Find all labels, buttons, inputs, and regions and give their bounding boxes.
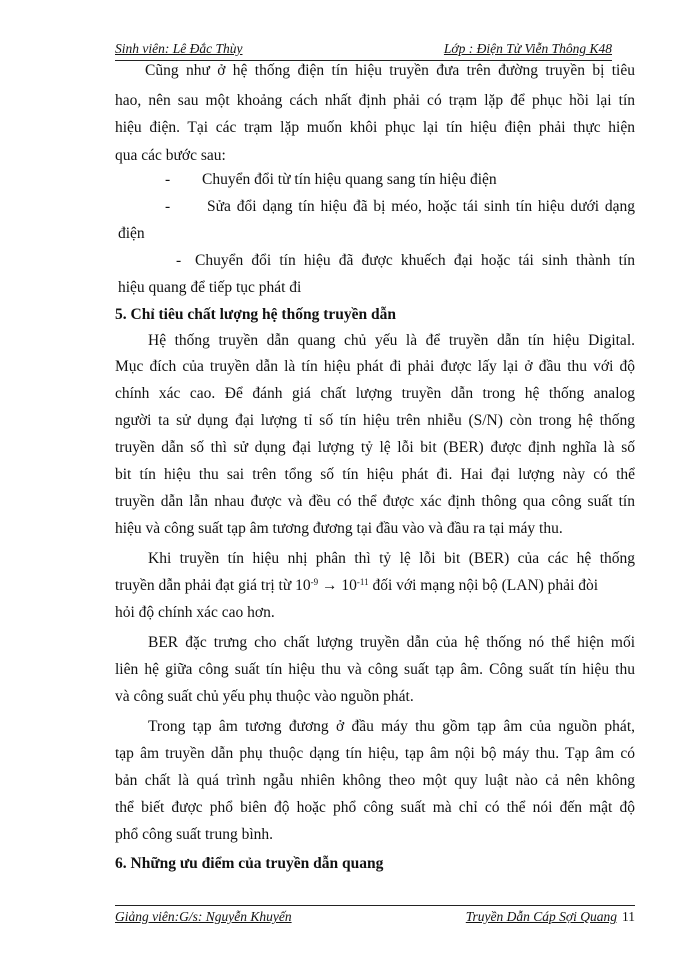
section-heading-5: 5. Chỉ tiêu chất lượng hệ thống truyền dẫn	[115, 306, 396, 323]
p1-line-1: Cũng như ở hệ thống điện tín hiệu truyền đưa trên đường truyền bị tiêu	[145, 62, 635, 79]
header-class: Lớp : Điện Tử Viễn Thông K48	[443, 41, 612, 56]
section-heading-6: 6. Những ưu điểm của truyền dẫn quang	[115, 855, 384, 872]
exponent-2: -11	[356, 577, 369, 587]
p3-line-2	[115, 577, 635, 595]
p3-arrow: → 10	[318, 577, 357, 594]
p5-line-1: Trong tạp âm tương đương ở đầu máy thu gồm tạp âm của nguồn phát,	[148, 718, 635, 735]
exponent-1: -9	[310, 577, 319, 587]
page-header	[115, 40, 612, 61]
p2-line-4: người ta sử dụng đại lượng tỉ số tín hiệu trên nhiễu (S/N) còn trong hệ thống	[115, 412, 635, 429]
p5-line-3: bản chất là quá trình ngẫu nhiên không theo một quy luật nào cả nên không	[115, 772, 635, 789]
bullet-2: Sửa đổi dạng tín hiệu đã bị méo, hoặc tái sinh tín hiệu dưới dạng	[207, 198, 635, 215]
footer-lecturer: Giảng viên:G/s: Nguyễn Khuyến	[115, 909, 292, 924]
p5-line-2: tạp âm truyền dẫn phụ thuộc dạng tín hiệu, tạp âm nội bộ máy thu. Tạp âm có	[115, 745, 635, 762]
p2-line-3: chính xác cao. Để đánh giá chất lượng truyền dẫn trong hệ thống analog	[115, 385, 635, 402]
bullet-1: Chuyển đổi từ tín hiệu quang sang tín hiệu điện	[202, 171, 497, 188]
p2-line-7: truyền dẫn lẫn nhau được và đều có thể được xác định thông qua công suất tín	[115, 493, 635, 510]
p3-line-2-b: đối với mạng nội bộ (LAN) phải đòi	[368, 577, 599, 594]
bullet-dash-2: -	[165, 198, 171, 215]
p4-line-2: liên hệ giữa công suất tín hiệu thu và công suất tạp âm. Công suất tín hiệu thu	[115, 661, 635, 678]
p2-line-1: Hệ thống truyền dẫn quang chủ yếu là để truyền dẫn tín hiệu Digital.	[148, 332, 635, 349]
bullet-dash-3: -	[176, 252, 182, 269]
p5-line-5: phổ công suất trung bình.	[115, 826, 273, 843]
p5-line-4: thể biết được phổ biên độ hoặc phổ công suất mà chỉ có thể nói đến mật độ	[115, 799, 635, 816]
p2-line-5: truyền dẫn số thì sử dụng đại lượng tỷ lệ lỗi bit (BER) được định nghĩa là số	[115, 439, 635, 456]
bullet-3: Chuyển đổi tín hiệu đã được khuếch đại hoặc tái sinh thành tín	[195, 252, 635, 269]
bullet-3-cont: hiệu quang để tiếp tục phát đi	[118, 279, 302, 296]
p4-line-3: và công suất chủ yếu phụ thuộc vào nguồn phát.	[115, 688, 414, 705]
header-student: Sinh viên: Lê Đắc Thùy	[115, 41, 243, 56]
p1-line-3: hiệu điện. Tại các trạm lặp muốn khôi phục lại tín hiệu điện phải thực hiện	[115, 119, 635, 136]
p2-line-8: hiệu và công suất tạp âm tương đương tại đầu vào và đầu ra tại máy thu.	[115, 520, 563, 537]
p1-line-2: hao, nên sau một khoảng cách nhất định phải có trạm lặp để phục hồi lại tín	[115, 92, 635, 109]
bullet-2-cont: điện	[118, 225, 145, 242]
p2-line-2: Mục đích của truyền dẫn là tín hiệu phát đi phải được lấy lại ở đầu thu với độ	[115, 358, 635, 375]
p4-line-1: BER đặc trưng cho chất lượng truyền dẫn của hệ thống nó thể hiện mối	[148, 634, 635, 651]
p3-line-2-a: truyền dẫn phải đạt giá trị từ 10	[115, 577, 311, 594]
bullet-dash-1: -	[165, 171, 171, 188]
p2-line-6: bit tín hiệu thu sai trên tổng số tín hiệu phát đi. Hai đại lượng này có thể	[115, 466, 635, 483]
p3-line-3: hỏi độ chính xác cao hơn.	[115, 604, 275, 621]
page-footer	[115, 905, 635, 928]
p3-line-1: Khi truyền tín hiệu nhị phân thì tỷ lệ lỗi bit (BER) của các hệ thống	[148, 550, 635, 567]
p1-line-4: qua các bước sau:	[115, 147, 226, 164]
footer-title: Truyền Dẫn Cáp Sợi Quang	[465, 909, 617, 924]
page-number: 11	[622, 909, 635, 924]
